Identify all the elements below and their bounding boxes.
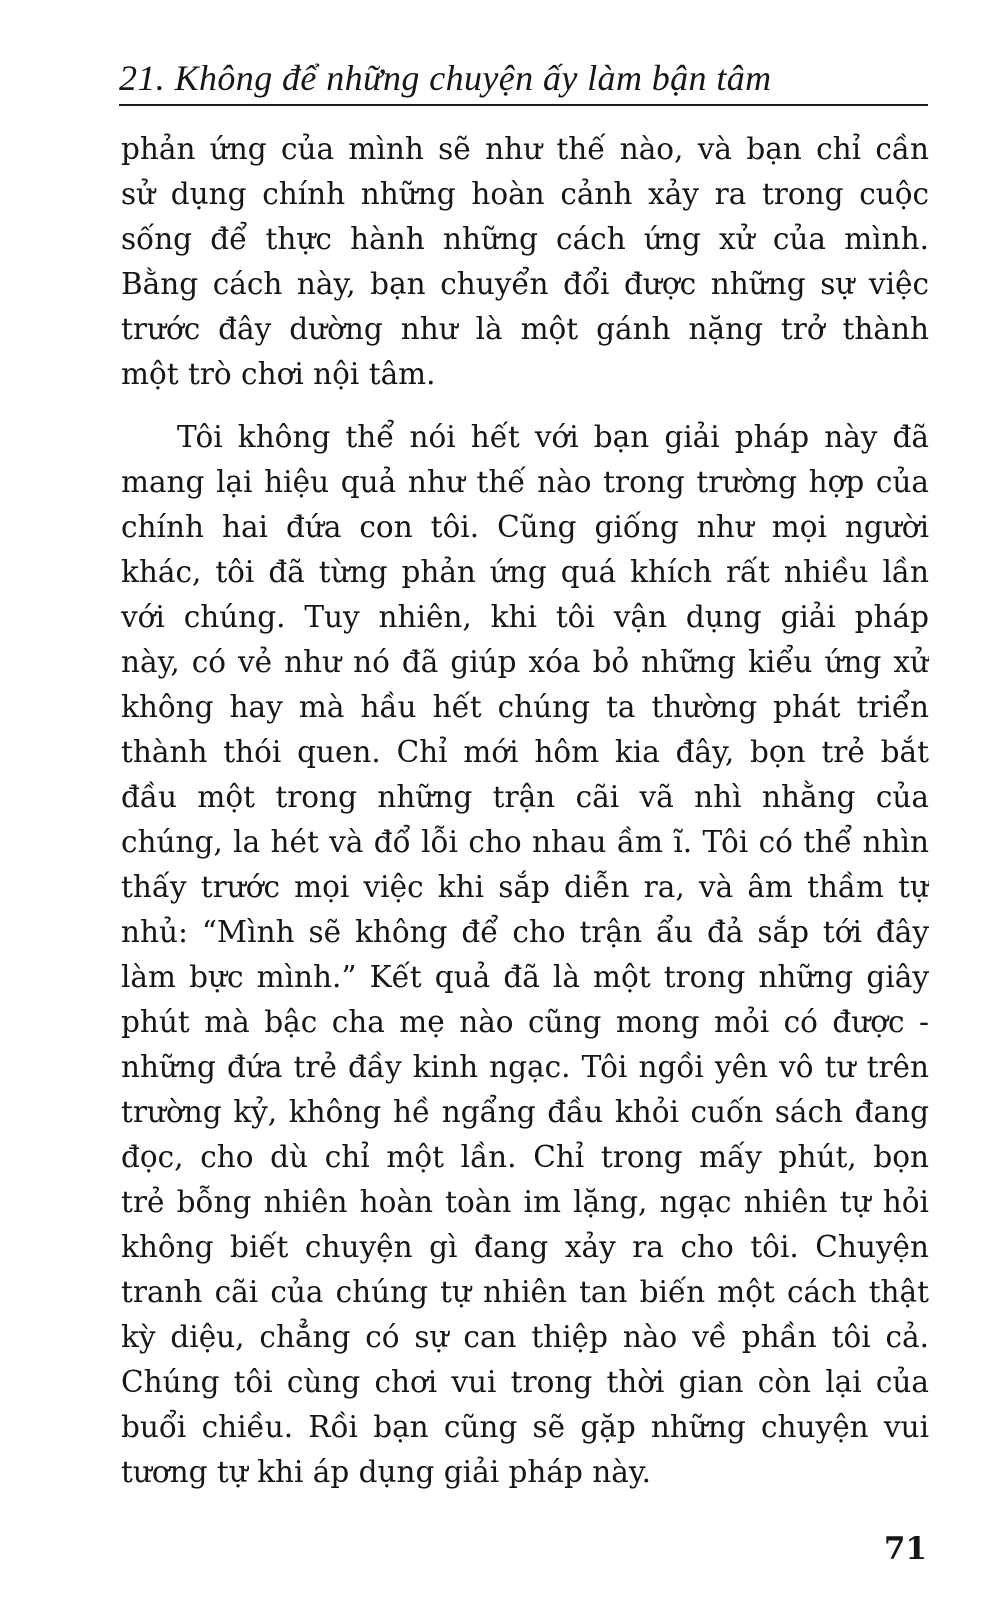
text-line: đầu một trong những trận cãi vã nhì nhằng của (121, 780, 929, 814)
text-line: này, có vẻ như nó đã giúp xóa bỏ những kiểu ứng xử (121, 645, 929, 679)
text-line: làm bực mình.” Kết quả đã là một trong những giây (121, 960, 929, 994)
text-line: thành thói quen. Chỉ mới hôm kia đây, bọn trẻ bắt (121, 735, 929, 769)
text-line: kỳ diệu, chẳng có sự can thiệp nào về phần tôi cả. (121, 1320, 929, 1354)
text-line: mang lại hiệu quả như thế nào trong trường hợp của (121, 465, 929, 499)
text-line: thấy trước mọi việc khi sắp diễn ra, và âm thầm tự (121, 870, 929, 904)
text-line: những đứa trẻ đầy kinh ngạc. Tôi ngồi yên vô tư trên (121, 1050, 929, 1084)
paragraph-spacer (121, 397, 929, 415)
text-line: phút mà bậc cha mẹ nào cũng mong mỏi có được - (121, 1005, 929, 1039)
text-line: khác, tôi đã từng phản ứng quá khích rất nhiều lần (121, 555, 929, 589)
text-line: đọc, cho dù chỉ một lần. Chỉ trong mấy phút, bọn (121, 1140, 929, 1174)
text-line: trường kỷ, không hề ngẩng đầu khỏi cuốn sách đang (121, 1095, 929, 1129)
text-line: một trò chơi nội tâm. (121, 357, 436, 391)
text-line: sử dụng chính những hoàn cảnh xảy ra trong cuộc (121, 177, 929, 211)
text-line: phản ứng của mình sẽ như thế nào, và bạn chỉ cần (121, 132, 929, 166)
text-line: trẻ bỗng nhiên hoàn toàn im lặng, ngạc nhiên tự hỏi (121, 1185, 929, 1219)
text-line: chính hai đứa con tôi. Cũng giống như mọi người (121, 510, 929, 544)
text-line: buổi chiều. Rồi bạn cũng sẽ gặp những chuyện vui (121, 1410, 929, 1444)
running-header-title: 21. Không để những chuyện ấy làm bận tâm (119, 58, 772, 98)
running-header (119, 56, 928, 106)
text-line: tương tự khi áp dụng giải pháp này. (121, 1455, 651, 1489)
text-line: Bằng cách này, bạn chuyển đổi được những sự việc (121, 267, 929, 301)
text-line: không biết chuyện gì đang xảy ra cho tôi. Chuyện (121, 1230, 929, 1264)
text-line: nhủ: “Mình sẽ không để cho trận ẩu đả sắp tới đây (121, 915, 929, 949)
page-number: 71 (883, 1531, 927, 1567)
text-line: tranh cãi của chúng tự nhiên tan biến một cách thật (121, 1275, 929, 1309)
text-line: Chúng tôi cùng chơi vui trong thời gian còn lại của (121, 1365, 929, 1399)
body-text (121, 127, 929, 1495)
text-line: chúng, la hét và đổ lỗi cho nhau ầm ĩ. Tôi có thể nhìn (121, 825, 929, 859)
text-line: không hay mà hầu hết chúng ta thường phát triển (121, 690, 929, 724)
text-line: sống để thực hành những cách ứng xử của mình. (121, 222, 929, 256)
text-line-indented: Tôi không thể nói hết với bạn giải pháp này đã (177, 420, 929, 454)
text-line: với chúng. Tuy nhiên, khi tôi vận dụng giải pháp (121, 600, 929, 634)
text-line: trước đây dường như là một gánh nặng trở thành (121, 312, 929, 346)
paragraph-2 (121, 415, 929, 1495)
paragraph-1 (121, 127, 929, 397)
